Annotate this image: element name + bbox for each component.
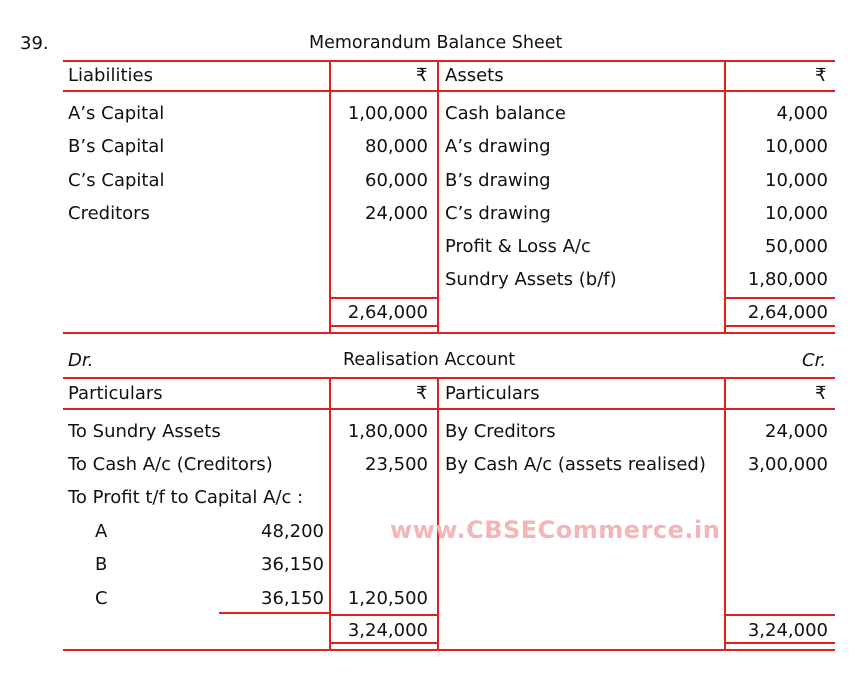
ra-total-rule-right: [725, 614, 835, 616]
ra-profit-split-rule: [219, 612, 331, 614]
liability-label: C’s Capital: [68, 170, 165, 191]
ra-divider-2: [437, 377, 439, 650]
liability-amount: 1,00,000: [347, 103, 428, 124]
debit-amount: 1,80,000: [347, 421, 428, 442]
ra-header-particulars-left: Particulars: [68, 383, 163, 404]
credit-label: By Cash A/c (assets realised): [445, 454, 706, 475]
credit-label: By Creditors: [445, 421, 556, 442]
dr-label: Dr.: [68, 350, 94, 371]
bs-divider-1: [329, 60, 331, 333]
rupee-icon: ₹: [416, 383, 428, 404]
rupee-icon: ₹: [815, 383, 827, 404]
debit-label: To Cash A/c (Creditors): [68, 454, 273, 475]
rupee-icon: ₹: [815, 65, 827, 86]
debit-label: To Profit t/f to Capital A/c :: [68, 487, 304, 508]
profit-total: 1,20,500: [347, 588, 428, 609]
ra-total-underline-right: [725, 642, 835, 644]
bs-top-rule: [63, 60, 835, 62]
balance-sheet-title: Memorandum Balance Sheet: [309, 33, 563, 53]
liability-label: A’s Capital: [68, 103, 165, 124]
bs-total-right: 2,64,000: [747, 302, 828, 323]
asset-amount: 1,80,000: [747, 269, 828, 290]
asset-label: Sundry Assets (b/f): [445, 269, 617, 290]
bs-total-underline-left: [330, 325, 438, 327]
watermark: www.CBSECommerce.in: [390, 516, 721, 544]
debit-amount: 23,500: [365, 454, 428, 475]
asset-label: B’s drawing: [445, 170, 551, 191]
bs-total-rule-left: [330, 297, 438, 299]
liability-label: Creditors: [68, 203, 150, 224]
bs-total-underline-right: [725, 325, 835, 327]
liability-amount: 80,000: [365, 136, 428, 157]
bs-total-rule-right: [725, 297, 835, 299]
partner-share: 36,150: [261, 554, 324, 575]
bs-header-liabilities: Liabilities: [68, 65, 153, 86]
liability-label: B’s Capital: [68, 136, 165, 157]
bs-bottom-rule: [63, 332, 835, 334]
liability-amount: 60,000: [365, 170, 428, 191]
ra-total-rule-left: [330, 614, 438, 616]
credit-amount: 24,000: [765, 421, 828, 442]
partner-share: 36,150: [261, 588, 324, 609]
asset-label: Cash balance: [445, 103, 566, 124]
ra-total-left: 3,24,000: [347, 620, 428, 641]
partner-share: 48,200: [261, 521, 324, 542]
liability-amount: 24,000: [365, 203, 428, 224]
partner-name: A: [95, 521, 108, 542]
partner-name: C: [95, 588, 108, 609]
debit-label: To Sundry Assets: [68, 421, 221, 442]
credit-amount: 3,00,000: [747, 454, 828, 475]
ra-divider-1: [329, 377, 331, 650]
ra-top-rule: [63, 377, 835, 379]
bs-total-left: 2,64,000: [347, 302, 428, 323]
ra-header-particulars-right: Particulars: [445, 383, 540, 404]
asset-amount: 10,000: [765, 136, 828, 157]
ra-total-right: 3,24,000: [747, 620, 828, 641]
rupee-icon: ₹: [416, 65, 428, 86]
realisation-title: Realisation Account: [343, 350, 516, 370]
asset-amount: 50,000: [765, 236, 828, 257]
asset-amount: 10,000: [765, 203, 828, 224]
bs-header-assets: Assets: [445, 65, 504, 86]
ra-header-rule: [63, 408, 835, 410]
asset-amount: 10,000: [765, 170, 828, 191]
asset-label: C’s drawing: [445, 203, 551, 224]
ra-divider-3: [724, 377, 726, 650]
bs-divider-3: [724, 60, 726, 333]
question-number: 39.: [20, 33, 49, 54]
asset-label: Profit & Loss A/c: [445, 236, 591, 257]
partner-name: B: [95, 554, 108, 575]
cr-label: Cr.: [802, 350, 827, 371]
ra-total-underline-left: [330, 642, 438, 644]
ra-bottom-rule: [63, 649, 835, 651]
asset-label: A’s drawing: [445, 136, 551, 157]
bs-divider-2: [437, 60, 439, 333]
bs-header-rule: [63, 90, 835, 92]
asset-amount: 4,000: [776, 103, 828, 124]
